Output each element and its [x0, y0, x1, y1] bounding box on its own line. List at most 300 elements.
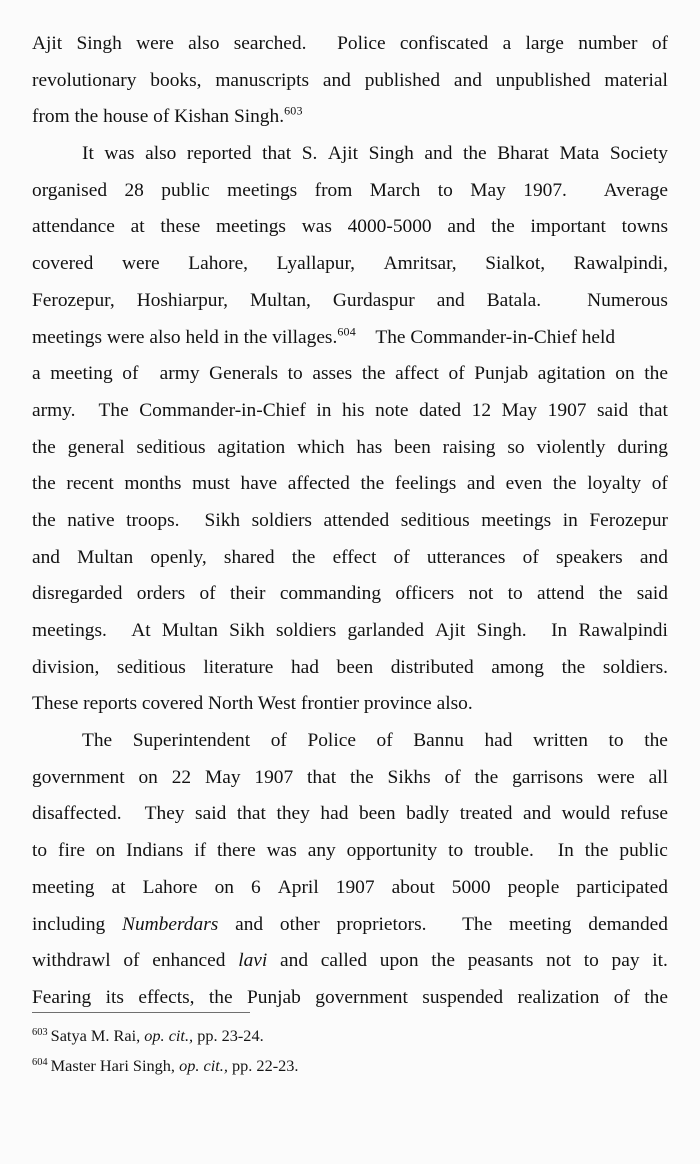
text-word: about: [391, 876, 435, 898]
footnote-marker: 604: [337, 324, 356, 339]
text-word: At: [131, 620, 151, 641]
text-word-italic: lavi: [238, 950, 268, 972]
text-line: [32, 209, 668, 246]
text-word: and: [424, 143, 453, 165]
text-word: opportunity: [346, 840, 438, 862]
text-word: meeting: [509, 913, 572, 935]
text-word: soldiers.: [602, 656, 668, 678]
text-run: These reports covered North West frontier province also.: [32, 693, 473, 715]
text-word: of: [376, 730, 393, 752]
text-word: that: [638, 399, 668, 421]
text-run: from the house of Kishan Singh.: [32, 106, 285, 128]
text-word: to: [583, 950, 599, 972]
text-word: books,: [150, 69, 202, 91]
text-word: among: [491, 656, 544, 678]
text-word: [538, 613, 540, 650]
text-word: and: [32, 546, 60, 568]
text-word: 1907.: [523, 179, 567, 201]
text-word: not: [546, 950, 571, 972]
text-word: was: [301, 216, 332, 238]
text-word: Ferozepur: [589, 509, 668, 531]
text-word: of: [444, 766, 461, 788]
text-word: were: [597, 766, 635, 788]
text-word: his: [341, 399, 365, 421]
text-word: and: [436, 289, 465, 311]
text-word: searched.: [233, 33, 307, 54]
footnote-citation: op. cit.,: [179, 1056, 228, 1075]
text-word: towns: [621, 216, 668, 238]
text-word: from: [314, 179, 353, 201]
text-word: a: [32, 363, 41, 385]
text-word: meetings.: [32, 620, 107, 641]
text-word: Multan,: [250, 289, 311, 311]
text-word: has: [356, 436, 383, 458]
text-word: of: [270, 730, 287, 752]
footnote-number: 604: [32, 1056, 48, 1068]
text-word: Lyallapur,: [276, 253, 356, 275]
text-word: large: [525, 33, 564, 54]
text-word: and: [523, 803, 552, 825]
text-word: violently: [536, 436, 606, 458]
text-line: [32, 723, 668, 760]
text-word: [563, 283, 565, 320]
text-word: revolutionary: [32, 69, 137, 91]
text-word: 4000-5000: [347, 216, 432, 238]
text-word: of: [393, 546, 410, 568]
text-word: of: [522, 546, 539, 568]
text-word: they: [276, 803, 310, 825]
text-word: April: [277, 876, 319, 898]
text-word: Bharat: [497, 143, 549, 165]
text-word: the: [644, 730, 668, 752]
text-word: Sialkot,: [485, 253, 546, 275]
text-word: Batala.: [486, 289, 542, 311]
text-word: confiscated: [399, 33, 489, 54]
text-word: May: [470, 179, 506, 201]
text-word: to: [448, 840, 464, 862]
text-word: on: [615, 363, 635, 385]
text-word: 1907: [335, 876, 375, 898]
text-line: [32, 576, 668, 613]
text-word: feelings: [394, 473, 457, 495]
text-word: have: [240, 473, 278, 495]
text-word: Police: [307, 730, 356, 752]
text-word: 5000: [451, 876, 491, 898]
text-word: May: [204, 766, 241, 788]
text-word: to: [287, 363, 303, 385]
text-word: other: [279, 913, 320, 935]
text-word: treated: [459, 803, 513, 825]
text-word: 1907: [547, 399, 587, 421]
text-word: proprietors.: [336, 913, 427, 935]
text-line: [32, 393, 668, 430]
text-word: there: [216, 840, 256, 862]
text-word: note: [375, 399, 409, 421]
text-word: and: [447, 216, 476, 238]
text-line: [32, 26, 668, 63]
text-run: The Commander-in-Chief held: [355, 326, 616, 348]
text-word: organised: [32, 179, 108, 201]
text-word: Superintendent: [132, 730, 251, 752]
text-line: [32, 173, 668, 210]
text-word: had: [290, 656, 319, 678]
text-word: on: [95, 840, 116, 862]
text-word: It: [82, 143, 94, 165]
text-word: were: [121, 253, 160, 275]
text-line: [32, 246, 668, 283]
text-word: pay: [611, 950, 640, 972]
text-word: and: [280, 950, 309, 972]
text-line: [32, 430, 668, 467]
text-word: was: [266, 840, 297, 862]
text-word: on: [214, 876, 234, 898]
text-word: Multan: [77, 546, 134, 568]
text-word: loyalty: [587, 473, 642, 495]
text-word: Hoshiarpur,: [136, 289, 228, 311]
text-word: so: [507, 436, 525, 458]
footnote-separator-rule: [32, 1012, 250, 1013]
text-word: Average: [603, 179, 668, 201]
text-line: [32, 613, 668, 650]
text-word: which: [297, 436, 345, 458]
footnote-entry: [32, 1021, 668, 1051]
text-word: badly: [406, 803, 450, 825]
text-line: [32, 320, 668, 357]
text-word: The: [462, 913, 493, 935]
text-word: been: [394, 436, 431, 458]
paragraph-3: [32, 723, 668, 1017]
text-word-italic: Numberdars: [122, 913, 219, 935]
text-word: the: [584, 840, 609, 862]
text-line: [32, 99, 668, 136]
text-word: troops.: [126, 509, 180, 531]
text-word: Fearing: [32, 986, 92, 1008]
text-word: Punjab: [247, 986, 301, 1008]
text-run: meetings were also held in the villages.: [32, 326, 338, 348]
text-word: covered: [32, 253, 94, 275]
text-line: [32, 943, 668, 980]
text-word: [86, 393, 88, 430]
text-line: [32, 63, 668, 100]
text-word: literature: [203, 656, 274, 678]
text-word: Mata: [559, 143, 600, 165]
text-word: soldiers: [275, 620, 337, 641]
text-word: on: [138, 766, 158, 788]
text-word: of: [613, 986, 630, 1008]
text-word: the: [552, 473, 577, 495]
text-word: 28: [124, 179, 144, 201]
text-word: its: [105, 986, 124, 1008]
text-word: and: [453, 69, 482, 91]
text-word: Singh: [76, 33, 122, 54]
text-word: published: [364, 69, 441, 91]
text-word: that: [262, 143, 292, 165]
text-word: shared: [223, 546, 275, 568]
text-word: government: [315, 986, 408, 1008]
text-word: attendance: [32, 216, 115, 238]
text-word: affect: [395, 363, 439, 385]
footnote-citation: op. cit.,: [144, 1026, 194, 1045]
text-word: agitation: [217, 436, 286, 458]
text-word: was: [104, 143, 135, 165]
text-word: March: [369, 179, 421, 201]
text-word: these: [160, 216, 201, 238]
text-word: 12: [471, 399, 492, 421]
footnote-entry: [32, 1051, 668, 1081]
text-word: effect: [332, 546, 377, 568]
text-word: must: [192, 473, 230, 495]
text-word: commanding: [279, 583, 382, 605]
paragraph-1: [32, 26, 668, 136]
text-word: including: [32, 913, 106, 935]
text-word: raising: [442, 436, 496, 458]
text-word: army: [159, 363, 200, 385]
text-word: In: [557, 840, 574, 862]
text-word: of: [123, 950, 140, 972]
text-word: had: [320, 803, 349, 825]
text-word: disaffected.: [32, 803, 122, 825]
text-word: public: [161, 179, 210, 201]
text-word: that: [307, 766, 337, 788]
text-word: upon: [379, 950, 419, 972]
text-word: the: [360, 473, 385, 495]
text-word: soldiers: [251, 509, 312, 531]
text-word: native: [67, 509, 115, 531]
text-word: meetings: [215, 216, 286, 238]
text-word: also: [145, 143, 177, 165]
text-word: May: [501, 399, 538, 421]
text-word: that: [236, 803, 266, 825]
footnote-pages: pp. 23-24.: [197, 1026, 264, 1045]
text-word: Punjab: [474, 363, 529, 385]
text-word: and: [322, 69, 351, 91]
text-word: the: [349, 766, 374, 788]
text-word: trouble.: [474, 840, 534, 862]
text-word: the: [462, 143, 487, 165]
text-word: [584, 173, 586, 210]
text-line: [32, 650, 668, 687]
footnote-block: [32, 1012, 668, 1081]
text-word: the: [361, 363, 386, 385]
text-word: The: [98, 399, 129, 421]
text-word: the: [32, 436, 56, 458]
text-word: Numerous: [587, 289, 668, 311]
text-word: Commander-in-Chief: [139, 399, 306, 421]
text-word: of: [199, 583, 216, 605]
text-line: [32, 686, 668, 723]
text-word: and: [466, 473, 495, 495]
text-word: of: [651, 473, 668, 495]
text-word: disregarded: [32, 583, 123, 605]
text-word: Rawalpindi,: [573, 253, 668, 275]
text-word: the: [644, 986, 668, 1008]
text-word: utterances: [426, 546, 506, 568]
text-word: Indians: [126, 840, 184, 862]
text-word: in: [562, 509, 578, 531]
footnote-pages: pp. 22-23.: [232, 1056, 299, 1075]
text-word: all: [648, 766, 668, 788]
text-word: were: [136, 33, 174, 54]
text-word: manuscripts: [215, 69, 310, 91]
text-word: unpublished: [495, 69, 591, 91]
text-word: speakers: [555, 546, 623, 568]
text-word: 22: [171, 766, 192, 788]
text-word: the: [32, 473, 56, 495]
text-word: in: [316, 399, 332, 421]
text-word: also: [188, 33, 220, 54]
text-word: suspended: [422, 986, 504, 1008]
text-word: affected: [287, 473, 350, 495]
text-word: said: [195, 803, 227, 825]
text-word: Sikh: [229, 620, 265, 641]
text-word: peasants: [467, 950, 534, 972]
text-word: called: [320, 950, 368, 972]
text-word: the: [491, 216, 515, 238]
text-word: army.: [32, 399, 76, 421]
text-word: people: [507, 876, 560, 898]
text-word: Lahore: [142, 876, 198, 898]
body-text-block: [32, 26, 668, 1017]
text-word: had: [484, 730, 513, 752]
text-word: Sikhs: [387, 766, 431, 788]
text-word: recent: [66, 473, 114, 495]
footnote-marker: 603: [284, 103, 303, 118]
text-line: [32, 796, 668, 833]
text-word: important: [530, 216, 606, 238]
text-word: agitation: [537, 363, 606, 385]
text-word: Society: [609, 143, 668, 165]
text-word: realization: [517, 986, 600, 1008]
text-word: Amritsar,: [383, 253, 457, 275]
text-word: officers: [395, 583, 455, 605]
text-word: Singh.: [476, 620, 527, 641]
text-word: said: [636, 583, 668, 605]
text-word: meeting: [50, 363, 113, 385]
text-word: the: [644, 363, 668, 385]
text-word: the: [431, 950, 455, 972]
text-word: enhanced: [152, 950, 226, 972]
text-word: meeting: [32, 876, 95, 898]
text-word: months: [124, 473, 182, 495]
text-word: garlanded: [347, 620, 424, 641]
text-word: public: [619, 840, 668, 862]
text-word: the: [32, 509, 56, 531]
text-word: said: [597, 399, 629, 421]
text-word: fire: [58, 840, 85, 862]
text-word: to: [507, 583, 523, 605]
text-word: it.: [652, 950, 668, 972]
text-word: [148, 356, 150, 393]
text-word: [191, 503, 193, 540]
text-line: [32, 760, 668, 797]
text-word: refuse: [620, 803, 668, 825]
text-word: The: [82, 730, 113, 752]
text-word: 6: [251, 876, 261, 898]
text-word: participated: [576, 876, 668, 898]
text-word: and: [235, 913, 264, 935]
text-word: even: [505, 473, 543, 495]
text-word: asses: [312, 363, 353, 385]
text-word: at: [130, 216, 145, 238]
text-word: Bannu: [413, 730, 464, 752]
text-word: division,: [32, 656, 100, 678]
text-word: the: [474, 766, 499, 788]
text-word: to: [437, 179, 453, 201]
text-word: openly,: [150, 546, 207, 568]
text-word: written: [533, 730, 588, 752]
text-word: demanded: [588, 913, 668, 935]
text-word: of: [122, 363, 139, 385]
text-word: the: [598, 583, 623, 605]
text-word: Ajit: [435, 620, 466, 641]
text-word: Multan: [161, 620, 218, 641]
text-line: [32, 503, 668, 540]
text-word: Rawalpindi: [578, 620, 668, 641]
text-word: a: [502, 33, 512, 54]
text-word: seditious: [116, 656, 186, 678]
text-word: any: [307, 840, 336, 862]
text-word: [118, 613, 120, 650]
footnote-author: Satya M. Rai,: [50, 1026, 141, 1045]
text-line: [32, 540, 668, 577]
text-word: of: [651, 33, 668, 54]
text-word: [321, 26, 323, 63]
text-word: Police: [337, 33, 386, 54]
text-word: of: [448, 363, 465, 385]
text-word: [545, 833, 547, 870]
text-word: garrisons: [512, 766, 584, 788]
text-word: Singh: [368, 143, 414, 165]
text-word: their: [229, 583, 266, 605]
text-word: not: [468, 583, 494, 605]
text-word: orders: [136, 583, 186, 605]
text-word: at: [111, 876, 126, 898]
text-word: general: [67, 436, 125, 458]
text-word: to: [32, 840, 48, 862]
text-word: [132, 796, 134, 833]
text-word: the: [561, 656, 586, 678]
text-word: if: [194, 840, 207, 862]
text-line: [32, 283, 668, 320]
text-word: Gurdaspur: [332, 289, 415, 311]
text-word: material: [604, 69, 668, 91]
text-line: [32, 356, 668, 393]
text-word: attend: [537, 583, 585, 605]
text-word: seditious: [400, 509, 470, 531]
text-word: meetings: [227, 179, 298, 201]
footnote-author: Master Hari Singh,: [50, 1056, 175, 1075]
text-line: [32, 466, 668, 503]
text-word: Lahore,: [188, 253, 249, 275]
text-word: and: [639, 546, 668, 568]
text-word: government: [32, 766, 125, 788]
paragraph-2: [32, 136, 668, 723]
text-word: been: [358, 803, 396, 825]
text-word: effects,: [138, 986, 195, 1008]
text-word: number: [578, 33, 638, 54]
text-word: Ferozepur,: [32, 289, 115, 311]
text-word: distributed: [390, 656, 474, 678]
text-word: In: [551, 620, 568, 641]
text-word: withdrawl: [32, 950, 111, 972]
text-word: 1907: [254, 766, 294, 788]
text-word: attended: [323, 509, 390, 531]
text-word: seditious: [136, 436, 206, 458]
text-word: been: [336, 656, 374, 678]
text-word: the: [291, 546, 316, 568]
text-word: They: [144, 803, 185, 825]
text-line: [32, 136, 668, 173]
